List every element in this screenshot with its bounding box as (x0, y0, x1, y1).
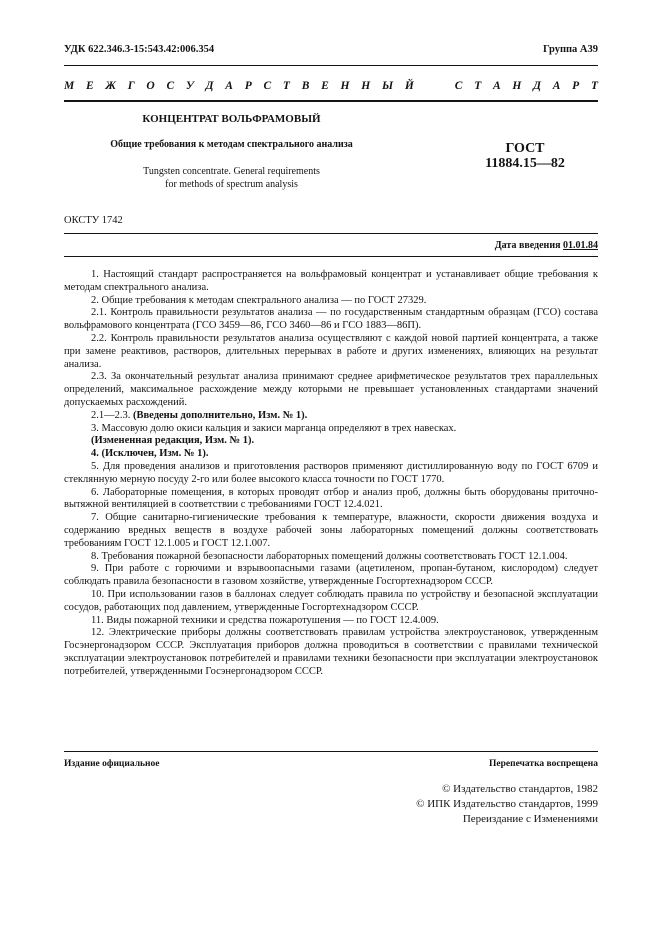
english-title (64, 165, 399, 191)
paragraph: 3. Массовую долю окиси кальция и закиси марганца определяют в трех навесках. (91, 422, 457, 434)
date-value: 01.01.84 (563, 240, 598, 251)
english-title-line: for methods of spectrum analysis (165, 179, 298, 190)
paragraph: 8. Требования пожарной безопасности лабораторных помещений должны соответствовать ГОСТ 12.1.004. (91, 550, 568, 562)
banner-letter: У (185, 80, 194, 92)
paragraph: 2. Общие требования к методам спектрального анализа — по ГОСТ 27329. (91, 294, 427, 306)
paragraph: 2.3. За окончательный результат анализа принимают среднее арифметическое результатов трех параллельных определений, максимальное расхождение между которыми не превышает установленных стандартами значений допускаемых расхождений. (64, 371, 598, 408)
gost-code: 11884.15—82 (485, 156, 565, 171)
paragraph: 1. Настоящий стандарт распространяется на вольфрамовый концентрат и устанавливает общие требования к методам спектрального анализа. (64, 269, 598, 293)
banner-letter: Н (512, 80, 522, 92)
banner-letter: Е (85, 80, 94, 92)
banner-rule (64, 100, 598, 102)
paragraph: 2.2. Контроль правильности результатов анализа осуществляют с каждой новой партией концентрата, а также при замене реактивов, растворов, длительных перерывах в работе и других изменениях, влияющих на результат анализа. (64, 332, 598, 370)
banner-letter (426, 80, 429, 92)
document-body (64, 269, 598, 679)
banner-letter: О (146, 80, 155, 92)
paragraph: 2.1. Контроль правильности результатов анализа — по государственным стандартным образцам (ГСО) состава вольфрамового концентрата (ГСО 3459—86, ГСО 3460—86 и ГСО 1883—86П). (64, 307, 598, 332)
banner-letter: А (225, 80, 233, 92)
gost-number (470, 141, 580, 171)
paragraph: 5. Для проведения анализов и приготовления растворов применяют дистиллированную воду по ГОСТ 6709 и стеклянную мерную посуду 2-го или более высокого класса точности по ГОСТ 1770. (64, 460, 598, 485)
top-rule (64, 65, 598, 66)
banner-letter: Н (340, 80, 350, 92)
banner-letter: Д (533, 80, 541, 92)
banner-letter: Е (321, 80, 329, 92)
document-subtitle: Общие требования к методам спектрального анализа (110, 139, 353, 150)
banner-letter: А (493, 80, 501, 92)
okstu-code: ОКСТУ 1742 (64, 215, 123, 226)
banner-letter: С (454, 80, 463, 92)
amendment-prefix: 2.1—2.3. (91, 409, 131, 421)
banner-letter: Д (205, 80, 214, 92)
banner-letter: С (263, 80, 272, 92)
reissue-note: Переиздание с Изменениями (462, 813, 598, 825)
amendment-note (64, 410, 598, 423)
paragraph: 6. Лабораторные помещения, в которых проводят отбор и анализ проб, должны быть оборудованы приточно-вытяжной вентиляцией в соответствии с требованиями ГОСТ 12.4.021. (64, 486, 598, 511)
date-label: Дата введения (494, 240, 561, 251)
copyright-block (416, 782, 598, 827)
copyright-line: © ИПК Издательство стандартов, 1999 (416, 798, 598, 810)
banner-letter: Т (282, 80, 290, 92)
english-title-line: Tungsten concentrate. General requirements (143, 166, 320, 177)
interstate-standard-banner (64, 80, 598, 92)
amendment-text: (Введены дополнительно, Изм. № 1). (133, 409, 308, 421)
amendment-note: (Измененная редакция, Изм. № 1). (91, 435, 255, 447)
banner-letter: Й (404, 80, 414, 92)
banner-letter: Г (127, 80, 135, 92)
banner-letter: В (301, 80, 310, 92)
banner-letter: Р (244, 80, 252, 92)
copyright-line: © Издательство стандартов, 1982 (442, 783, 598, 795)
banner-letter: М (64, 80, 75, 92)
paragraph: 10. При использовании газов в баллонах следует соблюдать правила по устройству и безопасной эксплуатации сосудов, работающих под давлением, утвержденные Госгортехнадзором СССР. (64, 588, 598, 613)
banner-letter: Т (590, 80, 598, 92)
document-title: КОНЦЕНТРАТ ВОЛЬФРАМОВЫЙ (142, 113, 321, 125)
amendment-note: 4. (Исключен, Изм. № 1). (91, 448, 209, 460)
paragraph: 7. Общие санитарно-гигиенические требования к температуре, влажности, скорости движения воздуха и содержанию вредных веществ в воздухе рабочей зоны лабораторных помещений должны соответствовать требованиям ГОСТ 12.1.005 и ГОСТ 12.1.007. (64, 512, 598, 549)
banner-letter: А (552, 80, 561, 92)
reprint-prohibited-label: Перепечатка воспрещена (488, 759, 598, 769)
date-rule (64, 256, 598, 257)
banner-letter: Н (361, 80, 371, 92)
paragraph: 9. При работе с горючими и взрывоопасными газами (ацетиленом, пропан-бутаном, кислородом) следует соблюдать правила безопасности в газовом хозяйстве, утвержденные Госгортехнадзором СССР. (64, 563, 598, 588)
paragraph: 12. Электрические приборы должны соответствовать правилам устройства электроустановок, утвержденным Госэнергонадзором СССР. Эксплуатация приборов должна проводиться в соответствии с правилами технической эксплуатации электроустановок потребителей и правилами техники безопасности при эксплуатации электроустановок потребителей, утвержденными Госэнергонадзором СССР. (64, 627, 598, 677)
banner-letters (64, 80, 598, 92)
banner-letter: С (166, 80, 175, 92)
group-code: Группа А39 (542, 44, 598, 55)
gost-label: ГОСТ (505, 141, 545, 156)
banner-letter: Ы (381, 80, 394, 92)
introduction-date (495, 240, 598, 251)
banner-letter: Ж (105, 80, 116, 92)
banner-letter: Р (572, 80, 580, 92)
official-edition-label: Издание официальное (64, 759, 160, 769)
banner-letter: Т (474, 80, 482, 92)
paragraph: 11. Виды пожарной техники и средства пожаротушения — по ГОСТ 12.4.009. (91, 614, 439, 626)
okstu-rule (64, 233, 598, 234)
footer-rule (64, 751, 598, 752)
udk-code: УДК 622.346.3-15:543.42:006.354 (64, 44, 215, 55)
banner-letter (440, 80, 443, 92)
